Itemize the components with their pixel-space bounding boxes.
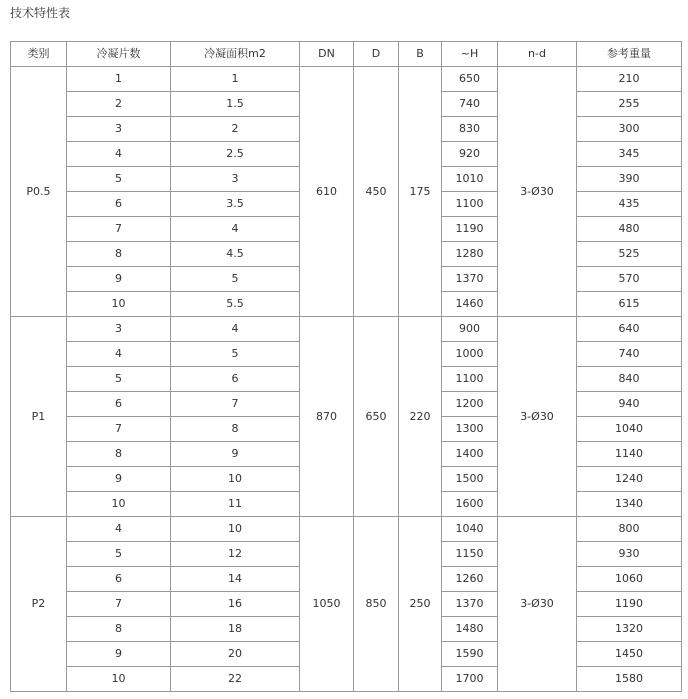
h-cell: 740 xyxy=(442,92,498,117)
pieces-cell: 4 xyxy=(67,342,171,367)
weight-cell: 1320 xyxy=(577,617,682,642)
table-row xyxy=(11,67,682,92)
category-cell: P2 xyxy=(11,517,67,692)
h-cell: 830 xyxy=(442,117,498,142)
pieces-cell: 2 xyxy=(67,92,171,117)
h-cell: 1700 xyxy=(442,667,498,692)
pieces-cell: 9 xyxy=(67,642,171,667)
nd-cell: 3-Ø30 xyxy=(498,317,577,517)
pieces-cell: 9 xyxy=(67,467,171,492)
area-cell: 1.5 xyxy=(171,92,300,117)
col-header-dn: DN xyxy=(300,42,354,67)
pieces-cell: 4 xyxy=(67,517,171,542)
weight-cell: 930 xyxy=(577,542,682,567)
pieces-cell: 4 xyxy=(67,142,171,167)
area-cell: 3.5 xyxy=(171,192,300,217)
area-cell: 2.5 xyxy=(171,142,300,167)
area-cell: 7 xyxy=(171,392,300,417)
weight-cell: 1060 xyxy=(577,567,682,592)
weight-cell: 940 xyxy=(577,392,682,417)
pieces-cell: 6 xyxy=(67,192,171,217)
h-cell: 1370 xyxy=(442,592,498,617)
col-header-nd: n-d xyxy=(498,42,577,67)
weight-cell: 435 xyxy=(577,192,682,217)
area-cell: 1 xyxy=(171,67,300,92)
h-cell: 1010 xyxy=(442,167,498,192)
pieces-cell: 8 xyxy=(67,617,171,642)
h-cell: 1460 xyxy=(442,292,498,317)
d-cell: 850 xyxy=(354,517,399,692)
area-cell: 4 xyxy=(171,317,300,342)
h-cell: 1100 xyxy=(442,367,498,392)
weight-cell: 345 xyxy=(577,142,682,167)
nd-cell: 3-Ø30 xyxy=(498,67,577,317)
d-cell: 650 xyxy=(354,317,399,517)
area-cell: 4.5 xyxy=(171,242,300,267)
pieces-cell: 10 xyxy=(67,492,171,517)
area-cell: 11 xyxy=(171,492,300,517)
h-cell: 1040 xyxy=(442,517,498,542)
pieces-cell: 3 xyxy=(67,117,171,142)
pieces-cell: 1 xyxy=(67,67,171,92)
b-cell: 250 xyxy=(399,517,442,692)
h-cell: 1190 xyxy=(442,217,498,242)
pieces-cell: 5 xyxy=(67,167,171,192)
weight-cell: 640 xyxy=(577,317,682,342)
pieces-cell: 7 xyxy=(67,592,171,617)
dn-cell: 1050 xyxy=(300,517,354,692)
area-cell: 3 xyxy=(171,167,300,192)
weight-cell: 1450 xyxy=(577,642,682,667)
area-cell: 5 xyxy=(171,267,300,292)
b-cell: 175 xyxy=(399,67,442,317)
spec-table xyxy=(10,41,682,692)
area-cell: 16 xyxy=(171,592,300,617)
weight-cell: 1340 xyxy=(577,492,682,517)
pieces-cell: 7 xyxy=(67,417,171,442)
col-header-h: ~H xyxy=(442,42,498,67)
weight-cell: 800 xyxy=(577,517,682,542)
area-cell: 12 xyxy=(171,542,300,567)
weight-cell: 210 xyxy=(577,67,682,92)
pieces-cell: 3 xyxy=(67,317,171,342)
h-cell: 1280 xyxy=(442,242,498,267)
area-cell: 10 xyxy=(171,517,300,542)
weight-cell: 615 xyxy=(577,292,682,317)
dn-cell: 610 xyxy=(300,67,354,317)
weight-cell: 570 xyxy=(577,267,682,292)
area-cell: 20 xyxy=(171,642,300,667)
area-cell: 2 xyxy=(171,117,300,142)
pieces-cell: 9 xyxy=(67,267,171,292)
weight-cell: 740 xyxy=(577,342,682,367)
col-header-area: 冷凝面积m2 xyxy=(171,42,300,67)
h-cell: 1600 xyxy=(442,492,498,517)
table-row xyxy=(11,317,682,342)
pieces-cell: 10 xyxy=(67,292,171,317)
area-cell: 14 xyxy=(171,567,300,592)
area-cell: 5 xyxy=(171,342,300,367)
pieces-cell: 6 xyxy=(67,392,171,417)
h-cell: 1500 xyxy=(442,467,498,492)
h-cell: 1300 xyxy=(442,417,498,442)
pieces-cell: 5 xyxy=(67,367,171,392)
weight-cell: 840 xyxy=(577,367,682,392)
pieces-cell: 5 xyxy=(67,542,171,567)
weight-cell: 1580 xyxy=(577,667,682,692)
weight-cell: 1190 xyxy=(577,592,682,617)
h-cell: 1100 xyxy=(442,192,498,217)
weight-cell: 525 xyxy=(577,242,682,267)
col-header-d: D xyxy=(354,42,399,67)
weight-cell: 390 xyxy=(577,167,682,192)
weight-cell: 1140 xyxy=(577,442,682,467)
pieces-cell: 7 xyxy=(67,217,171,242)
col-header-category: 类别 xyxy=(11,42,67,67)
pieces-cell: 6 xyxy=(67,567,171,592)
h-cell: 1480 xyxy=(442,617,498,642)
h-cell: 1370 xyxy=(442,267,498,292)
weight-cell: 480 xyxy=(577,217,682,242)
col-header-weight: 参考重量 xyxy=(577,42,682,67)
h-cell: 1000 xyxy=(442,342,498,367)
table-row xyxy=(11,517,682,542)
col-header-pieces: 冷凝片数 xyxy=(67,42,171,67)
h-cell: 900 xyxy=(442,317,498,342)
area-cell: 8 xyxy=(171,417,300,442)
area-cell: 18 xyxy=(171,617,300,642)
col-header-b: B xyxy=(399,42,442,67)
b-cell: 220 xyxy=(399,317,442,517)
area-cell: 6 xyxy=(171,367,300,392)
h-cell: 650 xyxy=(442,67,498,92)
weight-cell: 300 xyxy=(577,117,682,142)
pieces-cell: 8 xyxy=(67,442,171,467)
h-cell: 1400 xyxy=(442,442,498,467)
area-cell: 4 xyxy=(171,217,300,242)
h-cell: 1260 xyxy=(442,567,498,592)
header-row xyxy=(11,42,682,67)
nd-cell: 3-Ø30 xyxy=(498,517,577,692)
area-cell: 9 xyxy=(171,442,300,467)
page-title: 技术特性表 xyxy=(10,6,71,20)
d-cell: 450 xyxy=(354,67,399,317)
pieces-cell: 10 xyxy=(67,667,171,692)
weight-cell: 1240 xyxy=(577,467,682,492)
category-cell: P0.5 xyxy=(11,67,67,317)
pieces-cell: 8 xyxy=(67,242,171,267)
weight-cell: 255 xyxy=(577,92,682,117)
dn-cell: 870 xyxy=(300,317,354,517)
category-cell: P1 xyxy=(11,317,67,517)
weight-cell: 1040 xyxy=(577,417,682,442)
h-cell: 1200 xyxy=(442,392,498,417)
area-cell: 5.5 xyxy=(171,292,300,317)
h-cell: 920 xyxy=(442,142,498,167)
h-cell: 1150 xyxy=(442,542,498,567)
area-cell: 10 xyxy=(171,467,300,492)
area-cell: 22 xyxy=(171,667,300,692)
h-cell: 1590 xyxy=(442,642,498,667)
